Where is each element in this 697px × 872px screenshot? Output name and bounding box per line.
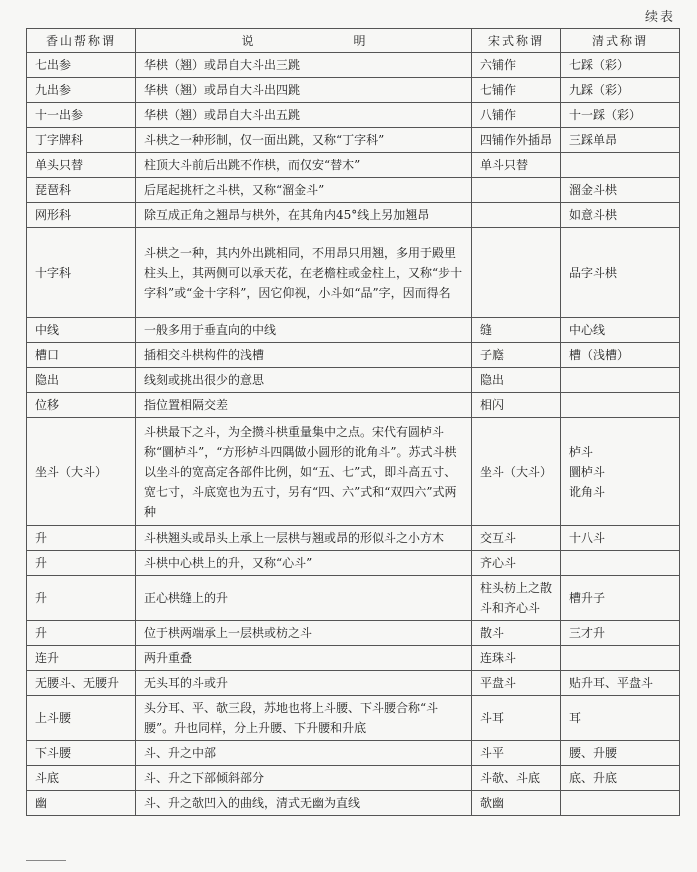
qing-term-line: 栌斗 xyxy=(569,444,594,459)
description: 除互成正角之翘昂与栱外，在其角内45°线上另加翘昂 xyxy=(136,203,472,228)
song-term: 六铺作 xyxy=(472,53,561,78)
table-row xyxy=(27,576,680,621)
description: 斗栱最下之斗，为全攒斗栱重量集中之点。宋代有圆栌斗称“圜栌斗”，“方形栌斗四隅做小圆形的讹角斗”。苏式斗栱以坐斗的宽高定各部件比例，如“五、七”式，即斗高五寸、宽七寸，斗底宽也为五寸，另有“四、六”式和“双四六”式两种 xyxy=(136,418,472,526)
description: 斗、升之下部倾斜部分 xyxy=(136,766,472,791)
qing-term-line: 圜栌斗 xyxy=(569,464,606,479)
qing-term: 十八斗 xyxy=(561,526,680,551)
qing-term xyxy=(561,646,680,671)
song-term: 子廕 xyxy=(472,343,561,368)
description: 斗、升之中部 xyxy=(136,741,472,766)
xiangshan-term: 下斗腰 xyxy=(27,741,136,766)
xiangshan-term: 中线 xyxy=(27,318,136,343)
song-term: 连珠斗 xyxy=(472,646,561,671)
song-term: 交互斗 xyxy=(472,526,561,551)
table-row xyxy=(27,153,680,178)
qing-term: 如意斗栱 xyxy=(561,203,680,228)
table-row xyxy=(27,343,680,368)
description: 两升重叠 xyxy=(136,646,472,671)
table-row xyxy=(27,696,680,741)
header-qing: 清式称谓 xyxy=(561,29,680,53)
song-term: 八铺作 xyxy=(472,103,561,128)
song-term: 隐出 xyxy=(472,368,561,393)
xiangshan-term: 上斗腰 xyxy=(27,696,136,741)
qing-term: 底、升底 xyxy=(561,766,680,791)
description: 斗栱之一种形制，仅一面出跳，又称“丁字科” xyxy=(136,128,472,153)
song-term: 坐斗（大斗） xyxy=(472,418,561,526)
xiangshan-term: 幽 xyxy=(27,791,136,816)
song-term: 七铺作 xyxy=(472,78,561,103)
qing-term: 九踩（彩） xyxy=(561,78,680,103)
qing-term: 槽升子 xyxy=(561,576,680,621)
qing-term: 三踩单昂 xyxy=(561,128,680,153)
song-term: 斗耳 xyxy=(472,696,561,741)
xiangshan-term: 七出参 xyxy=(27,53,136,78)
table-row xyxy=(27,318,680,343)
table-row xyxy=(27,791,680,816)
table-row xyxy=(27,203,680,228)
song-term: 斗欹、斗底 xyxy=(472,766,561,791)
xiangshan-term: 升 xyxy=(27,621,136,646)
song-term: 缝 xyxy=(472,318,561,343)
xiangshan-term: 升 xyxy=(27,551,136,576)
xiangshan-term: 十字科 xyxy=(27,228,136,318)
xiangshan-term: 槽口 xyxy=(27,343,136,368)
qing-term: 耳 xyxy=(561,696,680,741)
table-row xyxy=(27,621,680,646)
song-term: 柱头枋上之散斗和齐心斗 xyxy=(472,576,561,621)
xiangshan-term: 升 xyxy=(27,576,136,621)
qing-term: 中心线 xyxy=(561,318,680,343)
description: 头分耳、平、欹三段，苏地也将上斗腰、下斗腰合称“斗腰”。升也同样，分上升腰、下升腰和升底 xyxy=(136,696,472,741)
description: 斗、升之欹凹入的曲线，清式无幽为直线 xyxy=(136,791,472,816)
description: 一般多用于垂直向的中线 xyxy=(136,318,472,343)
table-row xyxy=(27,418,680,526)
description: 柱顶大斗前后出跳不作栱，而仅安“替木” xyxy=(136,153,472,178)
description: 斗栱之一种，其内外出跳相同，不用昂只用翘，多用于殿里柱头上，其两侧可以承天花，在老檐柱或金柱上，又称“步十字科”或“金十字科”，因它仰视，小斗如“品”字，因而得名 xyxy=(136,228,472,318)
song-term: 平盘斗 xyxy=(472,671,561,696)
description: 华栱（翘）或昂自大斗出五跳 xyxy=(136,103,472,128)
xiangshan-term: 连升 xyxy=(27,646,136,671)
page-footer-rule xyxy=(26,860,66,867)
description: 线刻或挑出很少的意思 xyxy=(136,368,472,393)
description: 正心栱缝上的升 xyxy=(136,576,472,621)
qing-term: 腰、升腰 xyxy=(561,741,680,766)
table-header xyxy=(27,29,680,53)
qing-term: 贴升耳、平盘斗 xyxy=(561,671,680,696)
qing-term-line: 讹角斗 xyxy=(569,484,606,499)
qing-term: 溜金斗栱 xyxy=(561,178,680,203)
table-row xyxy=(27,741,680,766)
header-explanation: 说 明 xyxy=(136,29,472,53)
description: 无头耳的斗或升 xyxy=(136,671,472,696)
song-term: 齐心斗 xyxy=(472,551,561,576)
description: 华栱（翘）或昂自大斗出四跳 xyxy=(136,78,472,103)
xiangshan-term: 隐出 xyxy=(27,368,136,393)
qing-term: 三才升 xyxy=(561,621,680,646)
qing-term: 七踩（彩） xyxy=(561,53,680,78)
xiangshan-term: 丁字牌科 xyxy=(27,128,136,153)
song-term: 散斗 xyxy=(472,621,561,646)
qing-term xyxy=(561,153,680,178)
table-row xyxy=(27,53,680,78)
table-row xyxy=(27,646,680,671)
song-term xyxy=(472,228,561,318)
qing-term: 槽（浅槽） xyxy=(561,343,680,368)
table-row xyxy=(27,368,680,393)
description: 后尾起挑杆之斗栱，又称“溜金斗” xyxy=(136,178,472,203)
table-row xyxy=(27,103,680,128)
qing-term: 品字斗栱 xyxy=(561,228,680,318)
song-term: 欹幽 xyxy=(472,791,561,816)
qing-term xyxy=(561,791,680,816)
song-term: 单斗只替 xyxy=(472,153,561,178)
table-row xyxy=(27,526,680,551)
qing-term xyxy=(561,368,680,393)
table-row xyxy=(27,393,680,418)
description: 斗栱翘头或昂头上承上一层栱与翘或昂的形似斗之小方木 xyxy=(136,526,472,551)
header-xiangshan: 香山帮称谓 xyxy=(27,29,136,53)
qing-term: 十一踩（彩） xyxy=(561,103,680,128)
table-row xyxy=(27,228,680,318)
description: 位于栱两端承上一层栱或枋之斗 xyxy=(136,621,472,646)
xiangshan-term: 九出参 xyxy=(27,78,136,103)
song-term: 相闪 xyxy=(472,393,561,418)
song-term: 四铺作外插昂 xyxy=(472,128,561,153)
header-song: 宋式称谓 xyxy=(472,29,561,53)
xiangshan-term: 琵琶科 xyxy=(27,178,136,203)
table-row xyxy=(27,766,680,791)
song-term: 斗平 xyxy=(472,741,561,766)
qing-term xyxy=(561,551,680,576)
xiangshan-term: 网形科 xyxy=(27,203,136,228)
song-term xyxy=(472,203,561,228)
xiangshan-term: 十一出参 xyxy=(27,103,136,128)
xiangshan-term: 位移 xyxy=(27,393,136,418)
description: 华栱（翘）或昂自大斗出三跳 xyxy=(136,53,472,78)
table-row xyxy=(27,78,680,103)
description: 斗栱中心栱上的升，又称“心斗” xyxy=(136,551,472,576)
continued-label: 续表 xyxy=(644,10,675,25)
xiangshan-term: 斗底 xyxy=(27,766,136,791)
glossary-table xyxy=(26,28,680,816)
xiangshan-term: 单头只替 xyxy=(27,153,136,178)
description: 指位置相隔交差 xyxy=(136,393,472,418)
table-row xyxy=(27,128,680,153)
description: 插相交斗栱构件的浅槽 xyxy=(136,343,472,368)
xiangshan-term: 无腰斗、无腰升 xyxy=(27,671,136,696)
table-row xyxy=(27,671,680,696)
xiangshan-term: 坐斗（大斗） xyxy=(27,418,136,526)
table-row xyxy=(27,178,680,203)
table-row xyxy=(27,551,680,576)
xiangshan-term: 升 xyxy=(27,526,136,551)
qing-term xyxy=(561,418,680,526)
song-term xyxy=(472,178,561,203)
qing-term xyxy=(561,393,680,418)
